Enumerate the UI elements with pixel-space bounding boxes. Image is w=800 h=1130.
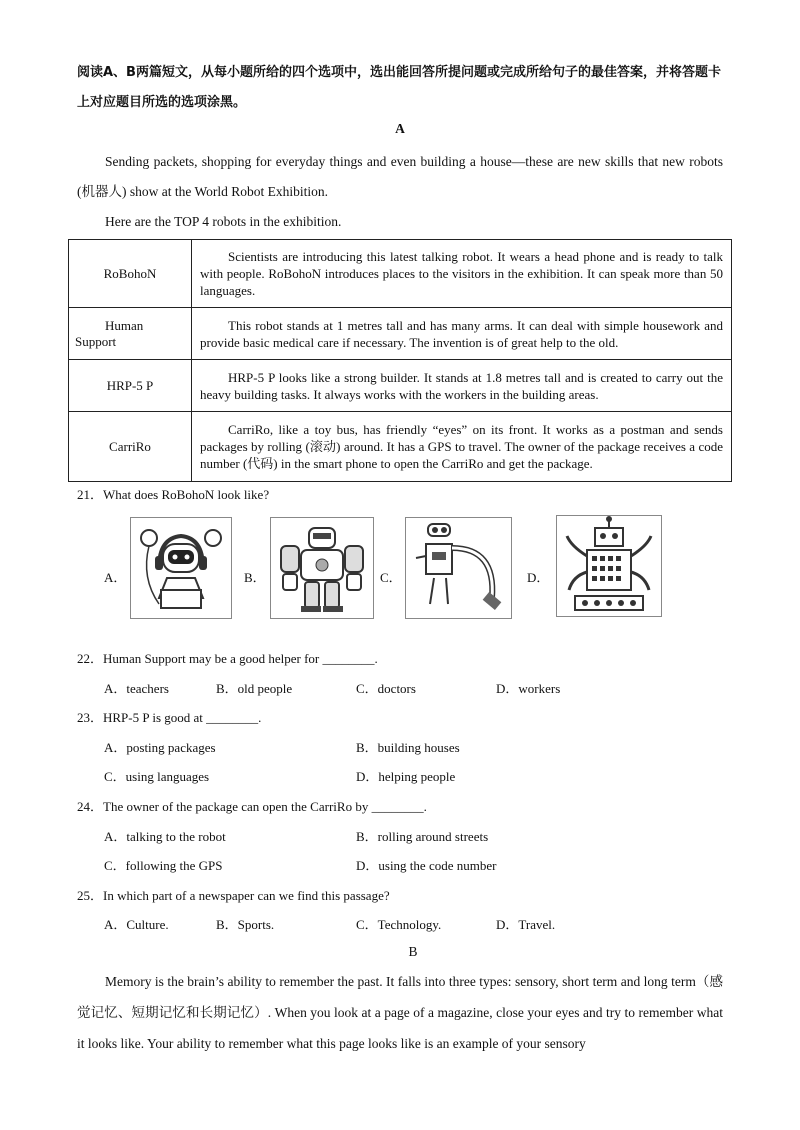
option-c[interactable]: C．Technology. (356, 917, 442, 932)
question-22-stem: 22．Human Support may be a good helper for ________. (77, 651, 378, 666)
tall-robot-icon (557, 516, 661, 616)
table-row (69, 308, 732, 360)
option-c[interactable]: C．using languages (104, 769, 210, 784)
option-d[interactable]: D．using the code number (356, 858, 497, 873)
headphone-robot-icon (131, 518, 231, 618)
option-a[interactable]: A．teachers (104, 681, 169, 696)
tall-robot-image[interactable] (556, 515, 662, 617)
question-24-stem: 24．The owner of the package can open the CarriRo by ________. (77, 799, 427, 814)
robot-table (68, 239, 732, 482)
option-c[interactable]: C．doctors (356, 681, 416, 696)
option-d[interactable]: D．workers (496, 681, 561, 696)
option-a-label[interactable]: A． (104, 570, 127, 585)
option-a[interactable]: A．Culture. (104, 917, 169, 932)
option-d[interactable]: D．Travel. (496, 917, 556, 932)
table-row (69, 360, 732, 412)
option-c-label[interactable]: C． (380, 570, 402, 585)
robot-description: CarriRo, like a toy bus, has friendly “eyes” on its front. It works as a postman and sends packages by rolling (滚动) around. It has a GPS to travel. The owner of the package receives a code number (代码) in the smart phone to open the CarriRo and get the package. (192, 412, 732, 482)
table-row (69, 412, 732, 482)
robot-description: Scientists are introducing this latest talking robot. It wears a head phone and is ready to talk with people. RoBohoN introduces places to the visitors in the exhibition. It can speak more than 50 languages. (192, 240, 732, 308)
question-23-stem: 23．HRP-5 P is good at ________. (77, 710, 262, 725)
section-a-intro-2: Here are the TOP 4 robots in the exhibition. (105, 214, 342, 229)
option-c[interactable]: C．following the GPS (104, 858, 223, 873)
robohon-image[interactable] (130, 517, 232, 619)
builder-robot-icon (271, 518, 373, 618)
option-a[interactable]: A．posting packages (104, 740, 216, 755)
option-b[interactable]: B．old people (216, 681, 293, 696)
strong-robot-image[interactable] (270, 517, 374, 619)
robot-name: HRP-5 P (69, 360, 192, 412)
robot-description: This robot stands at 1 metres tall and has many arms. It can deal with simple housework and provide basic medical care if necessary. The invention is of great help to the old. (192, 308, 732, 360)
instruction-text: 阅读A、B两篇短文，从每小题所给的四个选项中，选出能回答所提问题或完成所给句子的最佳答案，并将答题卡上对应题目所选的选项涂黑。 (77, 65, 721, 110)
robot-description: HRP-5 P looks like a strong builder. It stands at 1.8 metres tall and is created to carry out the heavy building tasks. It always works with the workers in the building areas. (192, 360, 732, 412)
option-b[interactable]: B．Sports. (216, 917, 275, 932)
robot-name: Human Support (69, 308, 192, 360)
arm-robot-icon (406, 518, 511, 618)
section-a-intro: Sending packets, shopping for everyday things and even building a house—these are new skills that new robots (机器人) show at the World Robot Exhibition. (77, 154, 723, 199)
section-b-paragraph: Memory is the brain’s ability to remember the past. It falls into three types: sensory, short term and long term（感觉记忆、短期记忆和长期记忆）. When you look at a page of a magazine, close your eyes and try to remember what it looks like. Your ability to remember what this page looks like is an example of your sensory (77, 974, 723, 1051)
robot-name: CarriRo (69, 412, 192, 482)
question-25-stem: 25．In which part of a newspaper can we find this passage? (77, 888, 390, 903)
option-b[interactable]: B．building houses (356, 740, 460, 755)
question-21-stem: 21．What does RoBohoN look like? (77, 487, 270, 502)
option-d[interactable]: D．helping people (356, 769, 456, 784)
robot-name: RoBohoN (69, 240, 192, 308)
arm-robot-image[interactable] (405, 517, 512, 619)
option-b-label[interactable]: B． (244, 570, 266, 585)
table-row (69, 240, 732, 308)
section-b-title: B (408, 944, 418, 959)
option-b[interactable]: B．rolling around streets (356, 829, 489, 844)
option-d-label[interactable]: D． (527, 570, 550, 585)
option-a[interactable]: A．talking to the robot (104, 829, 226, 844)
section-a-title: A (395, 121, 405, 136)
